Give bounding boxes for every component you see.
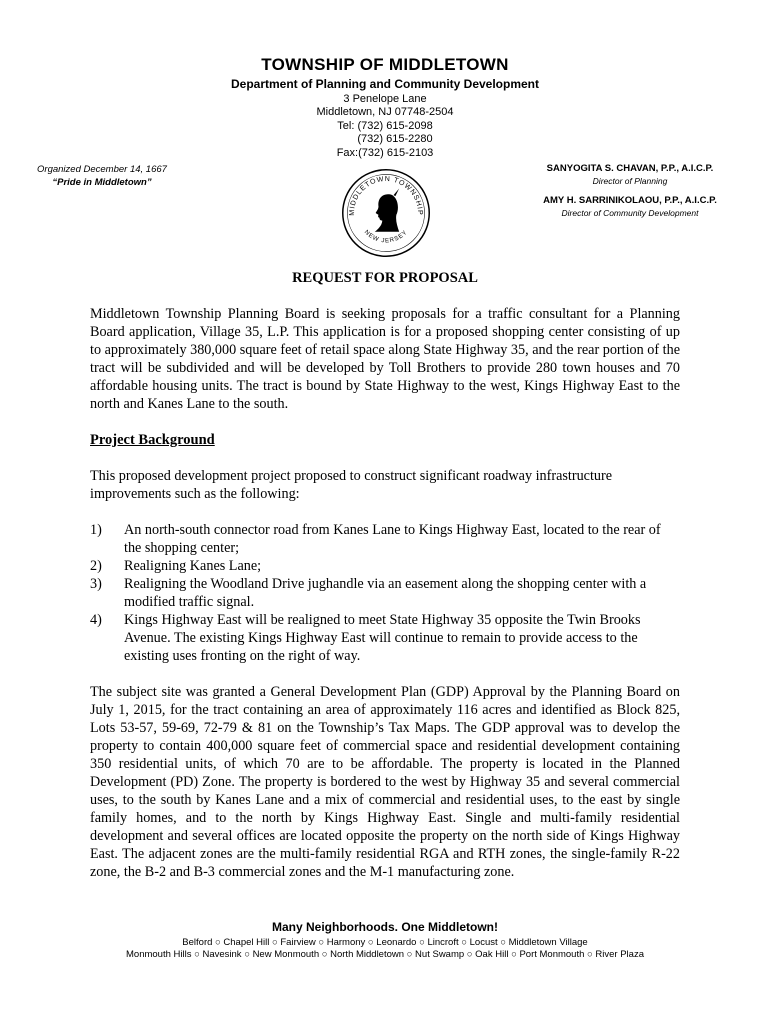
list-item-text: An north-south connector road from Kanes Lane to Kings Highway East, located to the rear of the shopping center; xyxy=(124,522,661,556)
section-heading-project-background: Project Background xyxy=(90,432,215,448)
staff-title: Director of Community Development xyxy=(561,208,699,218)
staff-name: AMY H. SARRINIKOLAOU, P.P., A.I.C.P. xyxy=(543,195,717,206)
staff-title: Director of Planning xyxy=(592,176,668,186)
project-lead-paragraph: This proposed development project proposed to construct significant roadway infrastructure improvements such as the following: xyxy=(90,468,613,502)
list-item-number: 4) xyxy=(90,612,102,628)
subject-site-paragraph: The subject site was granted a General Development Plan (GDP) Approval by the Planning Board on July 1, 2015, for the tract containing an area of approximately 116 acres and identified as Block 825, Lots 53-57, 59-69, 72-79 & 81 on the Township’s Tax Maps. The GDP approval was to develop the property to contain 400,000 square feet of commercial space and residential development containing 350 residential units, of which 70 are to be affordable. The property is located in the Planned Development (PD) Zone. The property is bordered to the west by Highway 35 and several commercial uses, to the south by Kanes Lane and a mix of commercial and residential uses, to the east by single family homes, and to the north by Kings Highway East. Single and multi-family residential development and several offices are located opposite the property on the north side of Kings Highway East. The adjacent zones are the multi-family residential RGA and RTH zones, the single-family R-22 zone, the B-2 and B-3 commercial zones and the M-1 manufacturing zone. xyxy=(90,684,680,880)
staff-name: SANYOGITA S. CHAVAN, P.P., A.I.C.P. xyxy=(546,163,714,174)
list-item-number: 2) xyxy=(90,558,102,574)
staff-directory xyxy=(510,163,750,219)
document-title: REQUEST FOR PROPOSAL xyxy=(292,270,478,286)
staff-community-director xyxy=(510,195,750,219)
improvements-list xyxy=(90,521,680,665)
address-fax: Fax:(732) 615-2103 xyxy=(336,146,434,159)
list-item-text: Realigning Kanes Lane; xyxy=(124,558,262,574)
intro-paragraph: Middletown Township Planning Board is seeking proposals for a traffic consultant for a Planning Board application, Village 35, L.P. This application is for a proposed shopping center consisting of up to approximately 380,000 square feet of retail space along State Highway 35, and the rear portion of the tract will be subdivided and will be developed by Toll Brothers to provide 280 town houses and 70 affordable housing units. The tract is bound by State Highway to the west, Kings Highway East to the north and Kanes Lane to the south. xyxy=(90,306,680,412)
township-seal xyxy=(339,166,433,260)
department-name: Department of Planning and Community Development xyxy=(230,77,540,91)
staff-planning-director xyxy=(510,163,750,187)
organized-block xyxy=(22,163,182,189)
list-item xyxy=(90,575,680,611)
township-motto: “Pride in Middletown” xyxy=(52,177,152,188)
seal-silhouette-icon xyxy=(375,189,399,232)
department-address xyxy=(0,93,770,160)
township-title: TOWNSHIP OF MIDDLETOWN xyxy=(261,55,509,74)
list-item xyxy=(90,611,680,665)
seal-top-text: MIDDLETOWN TOWNSHIP xyxy=(348,175,423,216)
organized-date: Organized December 14, 1667 xyxy=(37,164,167,175)
address-street: 3 Penelope Lane xyxy=(343,93,427,105)
address-tel-2: (732) 615-2280 xyxy=(357,133,433,146)
list-item-text: Realigning the Woodland Drive jughandle via an easement along the shopping center with a modified traffic signal. xyxy=(124,576,647,610)
address-tel: Tel: (732) 615-2098 xyxy=(337,119,433,132)
list-item xyxy=(90,557,680,575)
address-city: Middletown, NJ 07748-2504 xyxy=(316,106,454,119)
footer-neighborhoods-line-1: Belford ○ Chapel Hill ○ Fairview ○ Harmony ○ Leonardo ○ Lincroft ○ Locust ○ Middletown Village xyxy=(182,937,588,948)
footer-neighborhoods-line-2: Monmouth Hills ○ Navesink ○ New Monmouth ○ North Middletown ○ Nut Swamp ○ Oak Hill ○ Port Monmouth ○ River Plaza xyxy=(126,949,644,960)
list-item-text: Kings Highway East will be realigned to meet State Highway 35 opposite the Twin Brooks Avenue. The existing Kings Highway East will continue to remain to provide access to the existing uses fronting on the right of way. xyxy=(124,612,641,664)
list-item-number: 1) xyxy=(90,522,102,538)
list-item-number: 3) xyxy=(90,576,102,592)
list-item xyxy=(90,521,680,557)
footer-slogan: Many Neighborhoods. One Middletown! xyxy=(272,920,498,934)
seal-bottom-text: NEW JERSEY xyxy=(362,228,410,245)
